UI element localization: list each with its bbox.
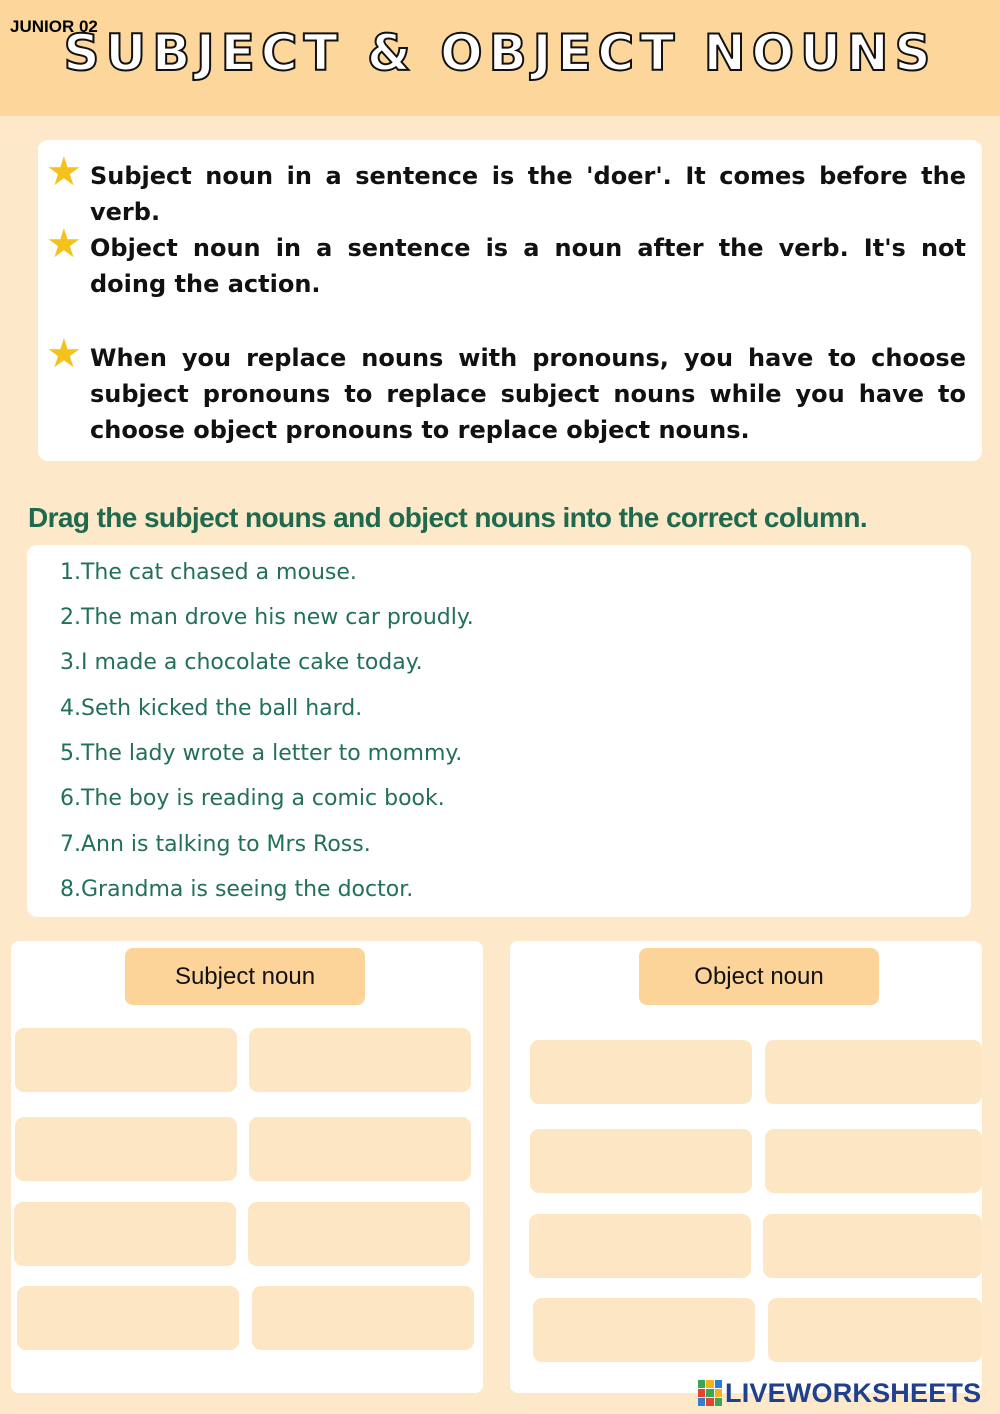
liveworksheets-logo — [698, 1376, 981, 1410]
object-column-panel — [510, 941, 982, 1393]
sentence-item: 3.I made a chocolate cake today. — [60, 650, 423, 675]
subject-drop-slot[interactable] — [15, 1028, 237, 1092]
subject-drop-slot[interactable] — [248, 1202, 470, 1266]
subject-drop-slot[interactable] — [14, 1202, 236, 1266]
sentence-item: 1.The cat chased a mouse. — [60, 560, 357, 585]
sentence-item: 8.Grandma is seeing the doctor. — [60, 877, 414, 902]
level-label: JUNIOR 02 — [10, 17, 98, 36]
subject-drop-slot[interactable] — [252, 1286, 474, 1350]
liveworksheets-mark-icon — [698, 1380, 722, 1406]
object-column-label: Object noun — [639, 948, 879, 1005]
star-icon: ★ — [46, 221, 82, 267]
sentence-item: 2.The man drove his new car proudly. — [60, 605, 474, 630]
object-drop-slot[interactable] — [529, 1214, 751, 1278]
object-drop-slot[interactable] — [533, 1298, 755, 1362]
star-icon: ★ — [46, 149, 82, 195]
sentence-item: 7.Ann is talking to Mrs Ross. — [60, 832, 371, 857]
page-title: SUBJECT & OBJECT NOUNS — [63, 24, 937, 82]
sentence-item: 4.Seth kicked the ball hard. — [60, 696, 363, 721]
header-bar — [0, 0, 1000, 116]
subject-drop-slot[interactable] — [249, 1028, 471, 1092]
subject-drop-slot[interactable] — [249, 1117, 471, 1181]
rule-text: When you replace nouns with pronouns, you have to choose subject pronouns to replace subject nouns while you have to choose object pronouns to replace object nouns. — [90, 344, 966, 444]
rule-text: Object noun in a sentence is a noun after the verb. It's not doing the action. — [90, 234, 966, 298]
sentence-list — [27, 545, 971, 917]
instruction-text: Drag the subject nouns and object nouns into the correct column. — [28, 502, 868, 533]
object-drop-slot[interactable] — [765, 1040, 982, 1104]
rule-text: Subject noun in a sentence is the 'doer'. It comes before the verb. — [90, 162, 966, 226]
brand-name: LIVEWORKSHEETS — [725, 1377, 982, 1408]
object-drop-slot[interactable] — [530, 1040, 752, 1104]
sentence-item: 5.The lady wrote a letter to mommy. — [60, 741, 463, 766]
object-drop-slot[interactable] — [763, 1214, 982, 1278]
subject-drop-slot[interactable] — [17, 1286, 239, 1350]
sentence-item: 6.The boy is reading a comic book. — [60, 786, 445, 811]
object-drop-slot[interactable] — [530, 1129, 752, 1193]
rules-box — [38, 140, 982, 461]
star-icon: ★ — [46, 331, 82, 377]
subject-drop-slot[interactable] — [15, 1117, 237, 1181]
subject-column-label: Subject noun — [125, 948, 365, 1005]
object-drop-slot[interactable] — [765, 1129, 982, 1193]
subject-column-panel — [11, 941, 483, 1393]
object-drop-slot[interactable] — [768, 1298, 982, 1362]
